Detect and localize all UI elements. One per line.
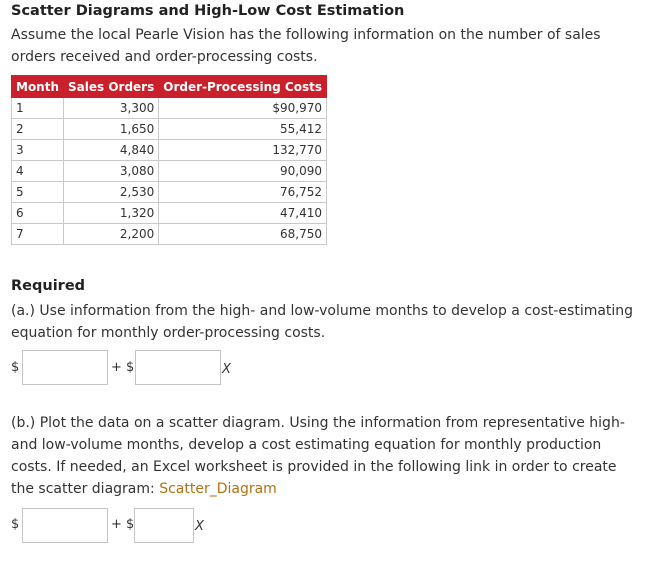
cell-costs: 47,410 (159, 203, 327, 224)
cell-costs: 68,750 (159, 224, 327, 245)
part-b-fixed-cost-input[interactable] (22, 508, 108, 543)
page-title: Scatter Diagrams and High-Low Cost Estimation (11, 3, 405, 19)
cell-costs: 132,770 (159, 140, 327, 161)
table-row (12, 182, 327, 203)
intro-text: Assume the local Pearle Vision has the following information on the number of sales orders received and order-processing costs. (11, 27, 601, 65)
cell-sales-orders: 2,530 (64, 182, 159, 203)
part-b-text: (b.) Plot the data on a scatter diagram. Using the information from representative high- and low-volume months, develop a cost estimating equation for monthly production costs. If needed, an Excel worksheet is provided in the following link in order to create the scatter diagram: (11, 415, 625, 497)
cell-month: 5 (12, 182, 64, 203)
table-row (12, 140, 327, 161)
cell-month: 4 (12, 161, 64, 182)
part-b-plus-dollar: + $ (111, 517, 135, 532)
part-b-question (11, 412, 641, 500)
cell-month: 3 (12, 140, 64, 161)
table-row (12, 98, 327, 119)
table-header-row (12, 76, 327, 98)
cell-sales-orders: 3,300 (64, 98, 159, 119)
part-a-dollar-sign: $ (11, 360, 20, 375)
cell-costs: 76,752 (159, 182, 327, 203)
table-row (12, 161, 327, 182)
part-a-fixed-cost-input[interactable] (22, 350, 108, 385)
part-a-question: (a.) Use information from the high- and low-volume months to develop a cost-estimating equation for monthly order-processing costs. (11, 303, 634, 341)
header-order-processing-costs: Order-Processing Costs (159, 76, 327, 98)
part-b-x-variable: X (195, 519, 204, 534)
cell-sales-orders: 2,200 (64, 224, 159, 245)
part-a-variable-cost-input[interactable] (135, 350, 221, 385)
part-b-dollar-sign: $ (11, 517, 20, 532)
cell-costs: 55,412 (159, 119, 327, 140)
table-row (12, 203, 327, 224)
cell-costs: $90,970 (159, 98, 327, 119)
cell-month: 2 (12, 119, 64, 140)
header-sales-orders: Sales Orders (64, 76, 159, 98)
cell-month: 7 (12, 224, 64, 245)
header-month: Month (12, 76, 64, 98)
required-heading: Required (11, 278, 86, 294)
data-table (11, 75, 327, 245)
cell-month: 6 (12, 203, 64, 224)
cell-sales-orders: 1,320 (64, 203, 159, 224)
cell-costs: 90,090 (159, 161, 327, 182)
part-a-x-variable: X (222, 362, 231, 377)
cell-sales-orders: 3,080 (64, 161, 159, 182)
part-a-plus-dollar: + $ (111, 360, 135, 375)
part-b-variable-cost-input[interactable] (134, 508, 194, 543)
table-row (12, 119, 327, 140)
cell-month: 1 (12, 98, 64, 119)
cell-sales-orders: 1,650 (64, 119, 159, 140)
scatter-diagram-link[interactable]: Scatter_Diagram (159, 481, 277, 497)
table-row (12, 224, 327, 245)
cell-sales-orders: 4,840 (64, 140, 159, 161)
